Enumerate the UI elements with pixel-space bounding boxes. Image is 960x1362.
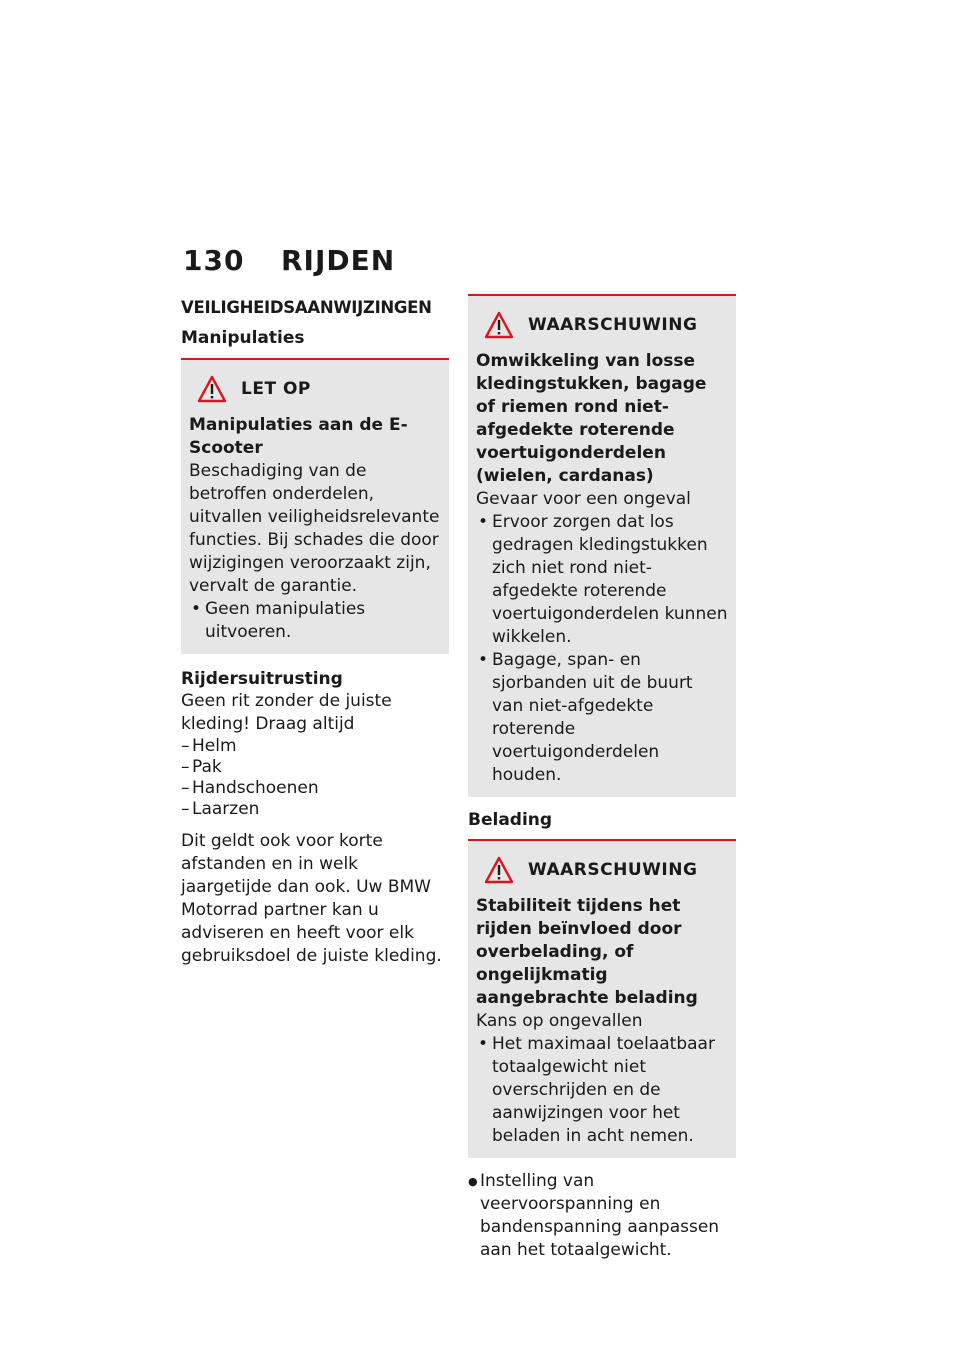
gear-intro: Geen rit zonder de juiste kleding! Draag altijd: [181, 691, 392, 734]
right-column: [468, 294, 736, 1262]
action-step: ● Instelling van veervoorspanning en bandenspanning aanpassen aan het totaalgewicht.: [468, 1170, 736, 1262]
warning-box-loading: [468, 839, 736, 1158]
notice-header: [197, 374, 441, 404]
warning-measure-item: • Bagage, span- en sjorbanden uit de buurt van niet-afgedekte roterende voertuigonderdelen houden.: [476, 649, 728, 787]
warning-triangle-icon: [484, 311, 514, 339]
page-section-title: RIJDEN: [281, 244, 396, 277]
loading-title: Belading: [468, 810, 553, 830]
warning-box-clothing: [468, 294, 736, 797]
section-heading: VEILIGHEIDSAANWIJZINGEN: [181, 298, 432, 317]
gear-item: – Helm: [181, 736, 449, 757]
warning-label: WAARSCHUWING: [528, 315, 698, 335]
page-header: [183, 243, 743, 279]
left-column: [181, 294, 449, 968]
gear-item: – Pak: [181, 757, 449, 778]
warning-measures: [476, 511, 728, 787]
notice-subject: Manipulaties aan de E-Scooter: [189, 415, 408, 458]
warning-label: WAARSCHUWING: [528, 860, 698, 880]
warning-subject: Stabiliteit tijdens het rijden beïnvloed door overbelading, of ongelijkmatig aangebrachte belading: [476, 896, 698, 1008]
warning-measure-item: • Het maximaal toelaatbaar totaalgewicht niet overschrijden en de aanwijzingen voor het beladen in acht nemen.: [476, 1033, 728, 1148]
warning-measures: [476, 1033, 728, 1148]
warning-subject: Omwikkeling van losse kledingstukken, bagage of riemen rond niet-afgedekte roterende voertuigonderdelen (wielen, cardanas): [476, 351, 707, 486]
warning-measure-item: • Ervoor zorgen dat los gedragen kledingstukken zich niet rond niet-afgedekte roterende voertuigonderdelen kunnen wikkelen.: [476, 511, 728, 649]
gear-list: [181, 736, 449, 820]
gear-item: – Handschoenen: [181, 778, 449, 799]
notice-consequence: Beschadiging van de betroffen onderdelen, uitvallen veiligheidsrelevante functies. Bij schades die door wijzigingen veroorzaakt zijn, vervalt de garantie.: [189, 461, 440, 596]
notice-measures: [189, 598, 441, 644]
warning-consequence: Gevaar voor een ongeval: [476, 489, 691, 509]
warning-header: [484, 310, 728, 340]
warning-consequence: Kans op ongevallen: [476, 1011, 643, 1031]
gear-item: – Laarzen: [181, 799, 449, 820]
notice-label: LET OP: [241, 379, 311, 399]
sub-heading-manipulations: Manipulaties: [181, 328, 305, 348]
warning-triangle-icon: [484, 856, 514, 884]
notice-box: [181, 358, 449, 654]
notice-measure-item: • Geen manipulaties uitvoeren.: [189, 598, 441, 644]
gear-note: Dit geldt ook voor korte afstanden en in welk jaargetijde dan ook. Uw BMW Motorrad partner kan u adviseren en heeft voor elk gebruiksdoel de juiste kleding.: [181, 831, 442, 966]
gear-title: Rijdersuitrusting: [181, 669, 343, 689]
warning-triangle-icon: [197, 375, 227, 403]
page-number: 130: [183, 244, 245, 277]
warning-header: [484, 855, 728, 885]
